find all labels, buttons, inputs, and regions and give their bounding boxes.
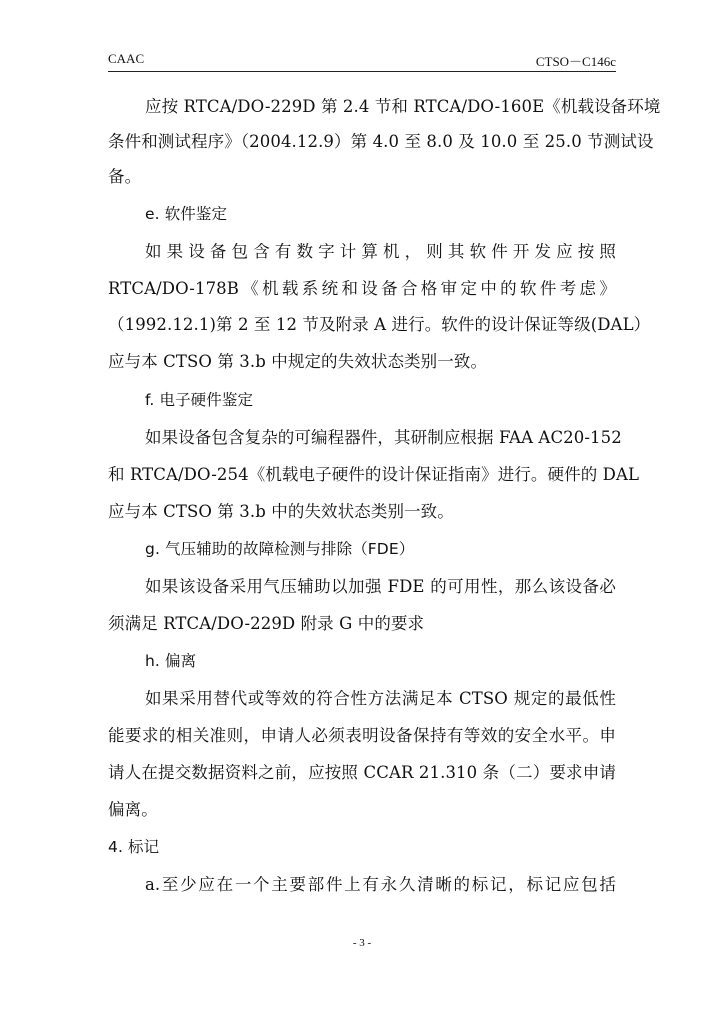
header-left-text: CAAC [108, 51, 145, 66]
page-number: - 3 - [352, 937, 372, 949]
paragraph-line: 须满足 RTCA/DO-229D 附录 G 中的要求 [108, 614, 425, 633]
paragraph-line: 如果设备包含复杂的可编程器件，其研制应根据 FAA AC20-152 [145, 428, 622, 447]
header-rule [108, 71, 616, 72]
paragraph-line: 应与本 CTSO 第 3.b 中规定的失效状态类别一致。 [108, 352, 488, 371]
paragraph-line: 如果设备包含有数字计算机，则其软件开发应按照 [145, 242, 616, 261]
section-heading-e: e. 软件鉴定 [145, 205, 228, 223]
paragraph-line: 偏离。 [108, 800, 158, 819]
section-heading-4: 4. 标记 [108, 838, 160, 856]
paragraph-line: RTCA/DO-178B《机载系统和设备合格审定中的软件考虑》 [108, 279, 616, 298]
section-heading-f: f. 电子硬件鉴定 [145, 391, 254, 409]
paragraph-line: 请人在提交数据资料之前，应按照 CCAR 21.310 条（二）要求申请 [108, 763, 616, 782]
paragraph-line: 应与本 CTSO 第 3.b 中的失效状态类别一致。 [108, 502, 454, 521]
paragraph-line: 和 RTCA/DO-254《机载电子硬件的设计保证指南》进行。硬件的 DAL [108, 465, 640, 484]
paragraph-line: 能要求的相关准则，申请人必须表明设备保持有等效的安全水平。申 [108, 726, 616, 745]
section-heading-h: h. 偏离 [145, 652, 197, 670]
paragraph-line: a.至少应在一个主要部件上有永久清晰的标记，标记应包括 [145, 875, 616, 894]
paragraph-line: 应按 RTCA/DO-229D 第 2.4 节和 RTCA/DO-160E《机载设备环境 [145, 97, 661, 116]
paragraph-line: 备。 [108, 167, 142, 186]
paragraph-line: 如果采用替代或等效的符合性方法满足本 CTSO 规定的最低性 [145, 689, 616, 708]
page-header [108, 51, 616, 69]
paragraph-line: （1992.12.1)第 2 至 12 节及附录 A 进行。软件的设计保证等级(DAL） [108, 315, 651, 334]
header-right-text: CTSO－C146c [535, 54, 616, 69]
paragraph-line: 如果该设备采用气压辅助以加强 FDE 的可用性，那么该设备必 [145, 577, 616, 596]
section-heading-g: g. 气压辅助的故障检测与排除（FDE） [145, 540, 415, 558]
paragraph-line: 条件和测试程序》（2004.12.9）第 4.0 至 8.0 及 10.0 至 25.0 节测试设 [108, 132, 654, 151]
